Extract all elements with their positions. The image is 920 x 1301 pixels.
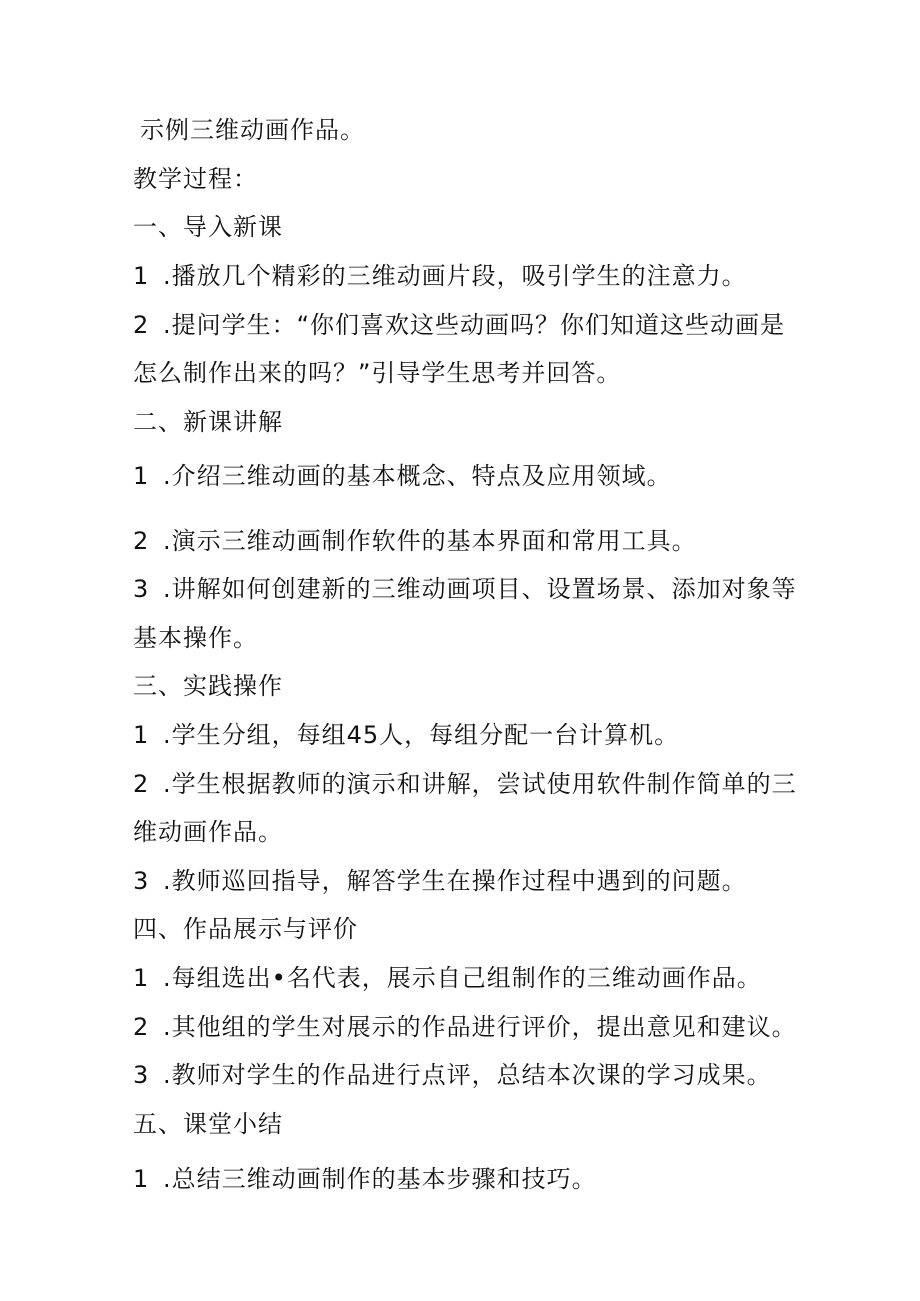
list-item [133,962,762,994]
list-number: 2 [133,770,150,798]
list-number: 2 [133,1013,150,1041]
list-number: 2 [133,311,150,339]
list-text: .提问学生：“你们喜欢这些动画吗？你们知道这些动画是 [163,311,786,339]
list-number: 3 [133,867,150,895]
list-number: 3 [133,1061,150,1089]
list-text: .教师巡回指导，解答学生在操作过程中遇到的问题。 [163,867,747,895]
list-item [133,1163,597,1195]
heading-text: 五、课堂小结 [133,1110,283,1138]
list-text: 基本操作。 [133,624,258,652]
list-item [133,525,697,557]
list-item [133,573,797,605]
list-number: 1 [133,462,150,490]
heading-text: 教学过程： [133,165,258,193]
list-number: 3 [133,575,150,603]
list-text: .其他组的学生对展示的作品进行评价，提出意见和建议。 [163,1013,797,1041]
section-5-heading [133,1108,283,1140]
list-item [133,1059,772,1091]
list-item [133,768,797,800]
list-number: 1 [133,1165,150,1193]
list-text: .总结三维动画制作的基本步骤和技巧。 [163,1165,597,1193]
list-text: 怎么制作出来的吗？”引导学生思考并回答。 [133,359,622,387]
section-4-heading [133,913,358,945]
list-text: .讲解如何创建新的三维动画项目、设置场景、添加对象等 [163,575,797,603]
list-text: .学生分组，每组45人，每组分配一台计算机。 [163,721,680,749]
section-3-heading [133,670,283,702]
heading-text: 四、作品展示与评价 [133,915,358,943]
heading-text: 三、实践操作 [133,672,283,700]
list-item [133,719,679,751]
process-heading [133,163,258,195]
list-text: 维动画作品。 [133,818,283,846]
line-text: 示例三维动画作品。 [140,116,365,144]
materials-line [140,114,365,146]
list-text: .演示三维动画制作软件的基本界面和常用工具。 [163,527,697,555]
list-number: 1 [133,721,150,749]
list-text: .学生根据教师的演示和讲解，尝试使用软件制作简单的三 [163,770,797,798]
list-text: .每组选出•名代表，展示自己组制作的三维动画作品。 [163,964,762,992]
list-item [133,309,785,341]
list-text: .播放几个精彩的三维动画片段，吸引学生的注意力。 [163,262,747,290]
list-item [133,260,747,292]
list-number: 1 [133,262,150,290]
section-1-heading [133,211,283,243]
list-item [133,865,747,897]
list-text: .介绍三维动画的基本概念、特点及应用领域。 [163,462,672,490]
list-item-continuation [133,816,283,848]
list-item [133,460,672,492]
heading-text: 一、导入新课 [133,213,283,241]
list-number: 1 [133,964,150,992]
list-item [133,1011,797,1043]
list-text: .教师对学生的作品进行点评，总结本次课的学习成果。 [163,1061,772,1089]
list-item-continuation [133,357,621,389]
heading-text: 二、新课讲解 [133,408,283,436]
list-item-continuation [133,622,258,654]
list-number: 2 [133,527,150,555]
section-2-heading [133,406,283,438]
